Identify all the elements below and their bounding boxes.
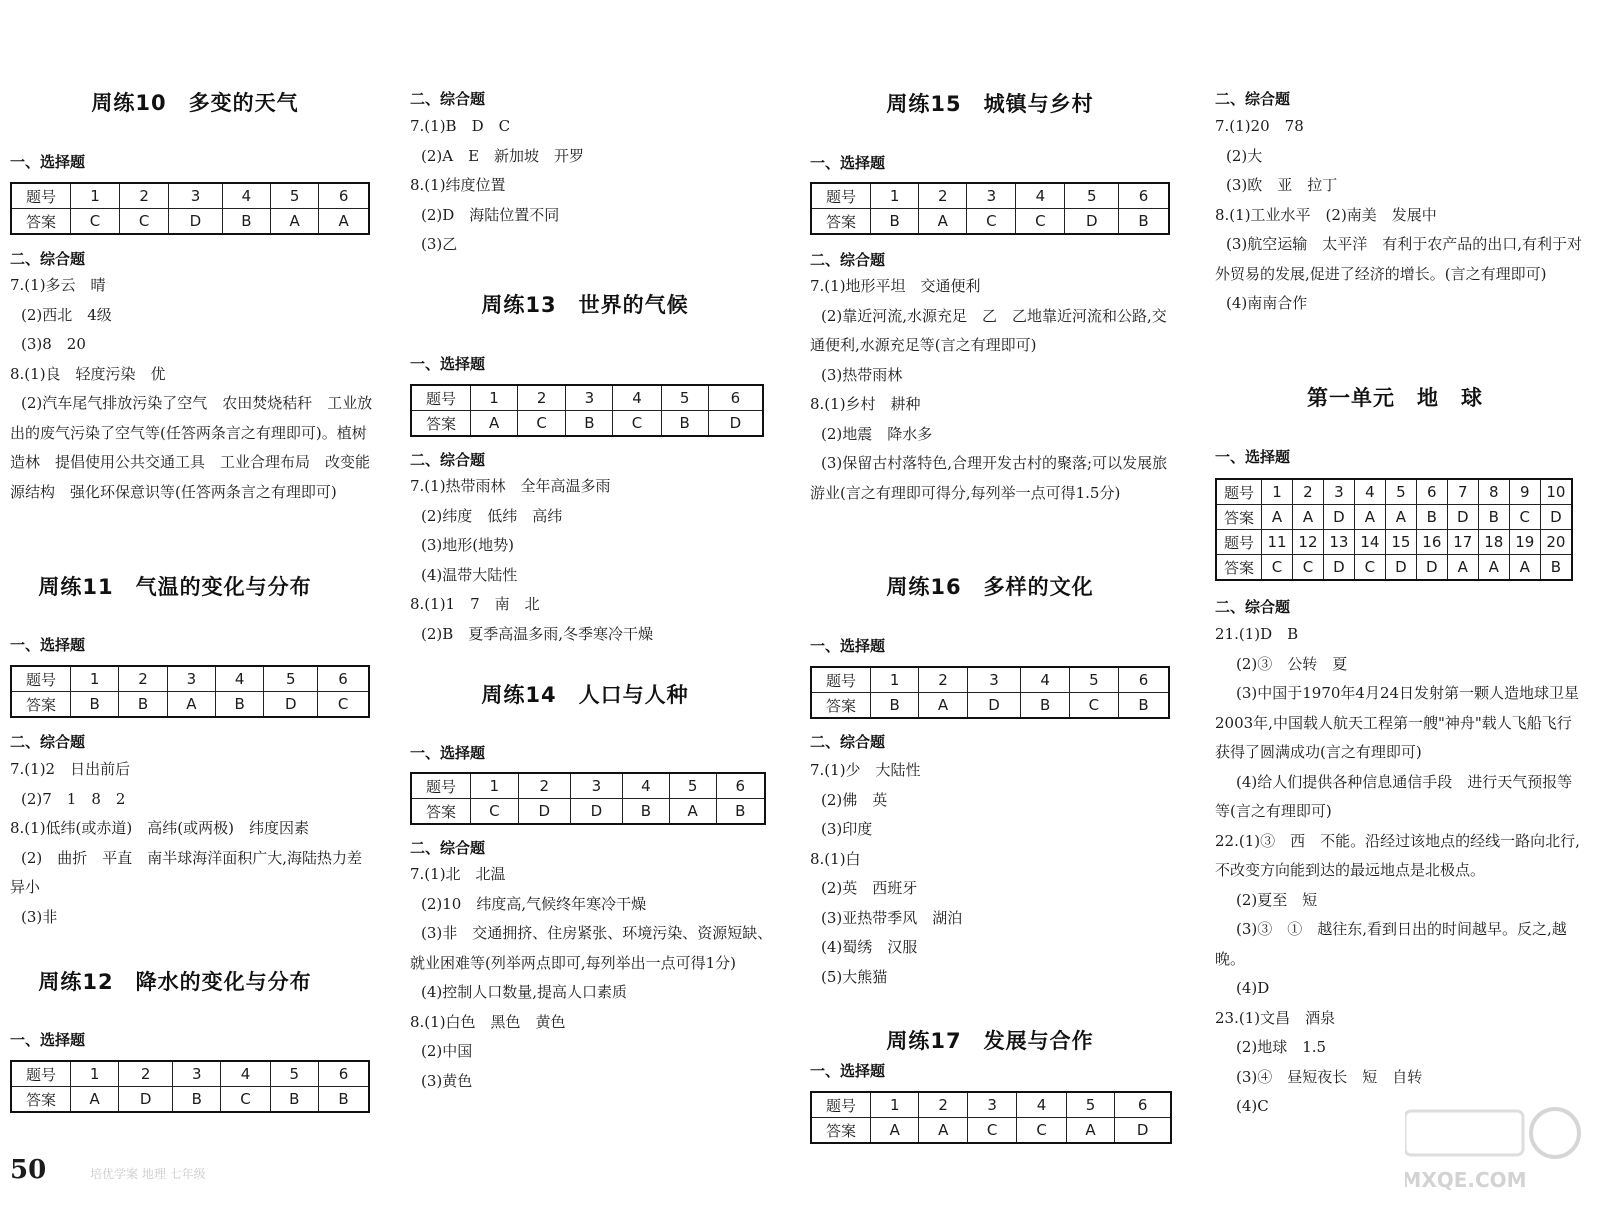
table-cell: 6 [708,385,763,411]
table-cell: C [71,209,120,235]
table-cell: C [967,209,1016,235]
answer-line: (3)印度 [821,820,873,838]
answer-line: 23.(1)文昌 酒泉 [1215,1008,1336,1027]
table-cell: D [570,799,622,825]
answer-line: 7.(1)北 北温 [410,865,506,883]
table-cell: 3 [967,183,1016,209]
table-row [1216,479,1572,505]
answer-line: (3)中国于1970年4月24日发射第一颗人造地球卫星 2003年,中国载人航天工程第一艘"神舟"载人飞船飞行获得了圆满成功(言之有理即可) [1215,684,1595,761]
answer-table-w10 [10,182,370,235]
table-cell: B [1119,209,1169,235]
comprehensive-heading: 二、综合题 [810,251,886,269]
answer-line: (2)7 1 8 2 [21,789,126,808]
table-cell: A [1066,1118,1114,1144]
comprehensive-heading: 二、综合题 [410,839,486,857]
table-cell: C [1017,1118,1066,1144]
table-cell: 3 [967,667,1021,693]
table-cell: 4 [1354,479,1385,505]
table-cell: 5 [1069,667,1118,693]
table-cell: C [120,209,169,235]
table-cell: 4 [222,183,270,209]
table-row [811,667,1169,693]
table-cell: 4 [622,773,669,799]
answer-line: (4)C [1236,1097,1269,1115]
answer-line: (5)大熊猫 [821,967,888,986]
table-cell: A [167,692,215,718]
table-cell: 1 [471,773,519,799]
table-cell: A [71,1087,119,1113]
header-cell: 题号 [11,1061,71,1087]
answer-line: (2)汽车尾气排放污染了空气 农田焚烧秸秆 工业放出的废气污染了空气等(任答两条言之有理即可)。植树造林 提倡使用公共交通工具 工业合理布局 改变能源结构 强化环保意识等(任答两条言之有理即可) [10,394,373,501]
table-cell: 1 [1262,479,1293,505]
answer-table-w16 [810,666,1170,719]
table-cell: B [1416,505,1447,530]
table-cell: 17 [1447,530,1478,555]
table-cell: D [119,1087,173,1113]
table-cell: 3 [570,773,622,799]
answer-line: (2)佛 英 [821,790,888,809]
answer-line: (3)保留古村落特色,合理开发古村的聚落;可以发展旅游业(言之有理即可得分,每列举一点可得1.5分) [810,454,1168,502]
table-cell: 5 [1385,479,1416,505]
header-cell: 题号 [411,773,471,799]
table-cell: C [1262,555,1293,581]
table-cell: 6 [1416,479,1447,505]
choice-heading: 一、选择题 [410,744,486,762]
choice-heading: 一、选择题 [10,153,86,171]
answer-line: 8.(1)白 [810,849,861,868]
answer-line: (4)D [1236,979,1270,997]
answer-line: 22.(1)③ 西 不能。沿经过该地点的经线一路向北行,不改变方向能到达的最远地点是北极点。 [1215,831,1580,879]
comprehensive-heading: 二、综合题 [1215,90,1291,108]
answer-line: 7.(1)2 日出前后 [10,760,131,778]
table-cell: 2 [518,773,570,799]
table-cell: 3 [967,1092,1016,1118]
table-cell: A [919,693,967,719]
table-cell: 19 [1509,530,1540,555]
answer-line: (2)大 [1226,146,1263,165]
answer-line: (2)夏至 短 [1236,890,1318,909]
table-row [11,1061,369,1087]
answer-block-w10 [10,271,375,507]
table-cell: A [319,209,369,235]
choice-heading: 一、选择题 [810,154,886,172]
table-cell: B [871,693,919,719]
comprehensive-heading: 二、综合题 [410,90,486,108]
table-cell: 2 [919,1092,967,1118]
table-cell: 4 [613,385,661,411]
answer-line: (3)航空运输 太平洋 有利于农产品的出口,有利于对外贸易的发展,促进了经济的增长。(言之有理即可) [1215,235,1583,283]
table-cell: 4 [1021,667,1069,693]
table-row [411,799,765,825]
table-row [811,209,1169,235]
answer-table-w12 [10,1060,370,1113]
comprehensive-heading: 二、综合题 [810,733,886,751]
answer-line: (4)给人们提供各种信息通信手段 进行天气预报等等(言之有理即可) [1215,772,1573,820]
table-cell: D [1065,209,1119,235]
table-cell: 5 [1065,183,1119,209]
table-cell: 1 [71,183,120,209]
header-cell: 答案 [11,1087,71,1113]
table-cell: 1 [871,183,919,209]
section-title-w11: 周练11 气温的变化与分布 [38,575,312,599]
table-cell: 12 [1292,530,1323,555]
table-row [811,1118,1171,1144]
table-cell: A [1354,505,1385,530]
table-cell: 1 [71,1061,119,1087]
answer-line: (3)热带雨林 [821,365,903,384]
table-cell: 4 [215,666,263,692]
answer-line: (3)黄色 [421,1071,473,1090]
table-cell: D [1447,505,1478,530]
table-cell: 6 [1118,667,1169,693]
table-cell: 13 [1323,530,1354,555]
table-cell: 4 [221,1061,270,1087]
table-cell: A [1509,555,1540,581]
answer-line: (3)亚热带季风 湖泊 [821,908,963,927]
table-cell: B [222,209,270,235]
table-cell: B [566,411,613,437]
table-cell: 6 [319,183,369,209]
answer-line: (2)西北 4级 [21,305,112,324]
answer-line: (2)D 海陆位置不同 [421,205,560,224]
table-cell: C [221,1087,270,1113]
table-cell: B [318,1087,369,1113]
table-cell: 18 [1478,530,1509,555]
answer-line: 8.(1)纬度位置 [410,176,506,194]
table-cell: B [716,799,765,825]
answer-block-w12 [410,112,790,260]
header-cell: 题号 [11,666,71,692]
watermark-logo [1405,1105,1585,1200]
table-cell: 3 [169,183,223,209]
table-cell: D [1416,555,1447,581]
table-cell: B [119,692,167,718]
table-cell: A [1262,505,1293,530]
answer-line: 8.(1)良 轻度污染 优 [10,364,166,383]
answer-block-unit1 [1215,620,1595,1122]
table-cell: 6 [318,666,369,692]
table-cell: B [1478,505,1509,530]
answer-line: 8.(1)工业水平 (2)南美 发展中 [1215,205,1437,224]
section-title-w13: 周练13 世界的气候 [481,293,689,317]
table-cell: 10 [1540,479,1572,505]
answer-line: (2)英 西班牙 [821,879,918,897]
table-cell: D [708,411,763,437]
choice-heading: 一、选择题 [10,636,86,654]
section-title-w12: 周练12 降水的变化与分布 [38,970,312,994]
table-row [811,183,1169,209]
answer-line: (4)温带大陆性 [421,565,518,584]
header-cell: 答案 [811,209,871,235]
table-cell: 2 [119,1061,173,1087]
answer-line: (2)纬度 低纬 高纬 [421,506,563,525]
answer-line: (3)③ ① 越往东,看到日出的时间越早。反之,越晚。 [1215,920,1567,968]
table-cell: C [518,411,566,437]
watermark-badge-icon [1405,1105,1585,1200]
table-row [811,1092,1171,1118]
table-cell: C [1016,209,1065,235]
section-title-w16: 周练16 多样的文化 [886,575,1094,599]
table-cell: 20 [1540,530,1572,555]
answer-line: (2)地震 降水多 [821,424,933,443]
svg-text:MXQE.COM: MXQE.COM [1405,1168,1527,1192]
table-cell: B [71,692,119,718]
table-cell: D [169,209,223,235]
answer-line: 21.(1)D B [1215,625,1299,643]
table-cell: A [1292,505,1323,530]
answer-line: 7.(1)地形平坦 交通便利 [810,277,981,295]
header-cell: 答案 [811,693,871,719]
table-row [1216,505,1572,530]
choice-heading: 一、选择题 [410,355,486,373]
header-cell: 题号 [411,385,471,411]
table-cell: 3 [167,666,215,692]
table-cell: C [1509,505,1540,530]
table-cell: D [1385,555,1416,581]
choice-heading: 一、选择题 [810,637,886,655]
answer-table-w15 [810,182,1170,235]
answer-line: 7.(1)多云 晴 [10,276,106,294]
table-cell: 2 [120,183,169,209]
table-row [11,183,369,209]
header-cell: 答案 [411,799,471,825]
header-cell: 答案 [11,692,71,718]
section-title-unit1: 第一单元 地 球 [1307,386,1483,410]
answer-line: (2)地球 1.5 [1236,1038,1327,1056]
header-cell: 答案 [1216,505,1262,530]
table-cell: 14 [1354,530,1385,555]
table-cell: B [1540,555,1572,581]
table-cell: B [871,209,919,235]
header-cell: 答案 [1216,555,1262,581]
table-cell: 8 [1478,479,1509,505]
answer-block-w17 [1215,112,1583,319]
table-cell: 5 [271,183,319,209]
answer-line: 7.(1)热带雨林 全年高温多雨 [410,477,611,495]
answer-line: (2)A E 新加坡 开罗 [421,146,585,165]
table-cell: 5 [1066,1092,1114,1118]
table-row [11,666,369,692]
table-row [1216,555,1572,581]
table-cell: 6 [716,773,765,799]
table-cell: B [173,1087,221,1113]
table-row [811,693,1169,719]
comprehensive-heading: 二、综合题 [10,733,86,751]
answer-line: (2)靠近河流,水源充足 乙 乙地靠近河流和公路,交通便利,水源充足等(言之有理即可) [810,306,1167,354]
table-cell: C [1292,555,1323,581]
table-cell: C [967,1118,1016,1144]
answer-line: 7.(1)B D C [410,117,511,135]
table-row [11,692,369,718]
answer-line: 7.(1)少 大陆性 [810,761,921,779]
section-title-w10: 周练10 多变的天气 [91,91,299,115]
table-cell: A [669,799,716,825]
table-cell: C [318,692,369,718]
table-row [11,1087,369,1113]
table-cell: C [1354,555,1385,581]
table-cell: B [270,1087,318,1113]
table-cell: 2 [119,666,167,692]
table-cell: 1 [871,667,919,693]
section-title-w15: 周练15 城镇与乡村 [886,92,1094,116]
table-cell: 2 [1292,479,1323,505]
choice-heading: 一、选择题 [810,1062,886,1080]
answer-line: (3)欧 亚 拉丁 [1226,176,1338,194]
answer-line: (3)非 交通拥挤、住房紧张、环境污染、资源短缺、就业困难等(列举两点即可,每列举出一点可得1分) [410,924,773,972]
table-cell: 4 [1016,183,1065,209]
page-number: 50 [10,1155,47,1185]
table-cell: D [1323,555,1354,581]
table-cell: D [264,692,318,718]
table-cell: 2 [518,385,566,411]
table-cell: 2 [919,183,967,209]
answer-line: (2)③ 公转 夏 [1236,654,1348,673]
answer-line: (4)蜀绣 汉服 [821,938,918,956]
table-cell: B [1118,693,1169,719]
answer-block-w15 [810,272,1172,508]
table-cell: A [271,209,319,235]
comprehensive-heading: 二、综合题 [410,451,486,469]
table-cell: 1 [471,385,518,411]
answer-table-w17 [810,1091,1172,1144]
table-cell: C [613,411,661,437]
answer-block-w13 [410,472,790,649]
table-cell: A [1447,555,1478,581]
table-cell: A [1385,505,1416,530]
table-cell: D [1115,1118,1171,1144]
table-cell: 6 [1119,183,1169,209]
table-cell: 7 [1447,479,1478,505]
table-cell: A [919,209,967,235]
answer-line: (4)控制人口数量,提高人口素质 [421,983,628,1001]
section-title-w17: 周练17 发展与合作 [886,1029,1094,1053]
answer-line: (4)南南合作 [1226,294,1308,312]
table-cell: 6 [318,1061,369,1087]
table-cell: 3 [173,1061,221,1087]
header-cell: 答案 [411,411,471,437]
table-cell: B [215,692,263,718]
table-cell: 5 [661,385,708,411]
table-cell: 11 [1262,530,1293,555]
table-row [411,773,765,799]
table-cell: 3 [1323,479,1354,505]
table-cell: D [1323,505,1354,530]
choice-heading: 一、选择题 [1215,448,1291,466]
answer-line: (3)乙 [421,235,458,253]
table-cell: 1 [71,666,119,692]
table-row [11,209,369,235]
header-cell: 题号 [1216,530,1262,555]
answer-block-w16 [810,756,1172,992]
answer-table-unit1 [1215,478,1573,581]
table-cell: A [471,411,518,437]
answer-line: (3)8 20 [21,335,86,353]
answer-table-w14 [410,772,766,825]
table-cell: D [518,799,570,825]
answer-line: 8.(1)低纬(或赤道) 高纬(或两极) 纬度因素 [10,819,309,837]
table-cell: B [661,411,708,437]
table-cell: C [1069,693,1118,719]
footer-text: 培优学案 地理 七年级 [90,1167,206,1181]
table-cell: 9 [1509,479,1540,505]
table-cell: 5 [270,1061,318,1087]
table-row [411,411,763,437]
answer-line: 7.(1)20 78 [1215,117,1304,135]
answer-line: 8.(1)白色 黑色 黄色 [410,1012,566,1031]
answer-block-w14 [410,860,785,1096]
header-cell: 答案 [811,1118,871,1144]
header-cell: 题号 [811,183,871,209]
answer-line: 8.(1)乡村 耕种 [810,395,921,413]
header-cell: 题号 [811,1092,871,1118]
table-cell: 16 [1416,530,1447,555]
answer-table-w13 [410,384,764,437]
answer-line: (2)B 夏季高温多雨,冬季寒冷干燥 [421,624,654,643]
table-cell: D [1540,505,1572,530]
answer-line: (2) 曲折 平直 南半球海洋面积广大,海陆热力差异小 [10,848,363,896]
table-row [1216,530,1572,555]
table-cell: B [622,799,669,825]
header-cell: 答案 [11,209,71,235]
table-cell: B [1021,693,1069,719]
table-cell: 5 [669,773,716,799]
header-cell: 题号 [811,667,871,693]
comprehensive-heading: 二、综合题 [10,250,86,268]
table-cell: A [919,1118,967,1144]
table-cell: 1 [871,1092,919,1118]
answer-line: (2)10 纬度高,气候终年寒冷干燥 [421,894,647,913]
comprehensive-heading: 二、综合题 [1215,598,1291,616]
table-cell: D [967,693,1021,719]
table-cell: 6 [1115,1092,1171,1118]
header-cell: 题号 [11,183,71,209]
answer-table-w11 [10,665,370,718]
choice-heading: 一、选择题 [10,1031,86,1049]
answer-line: (2)中国 [421,1042,473,1060]
answer-line: (3)④ 昼短夜长 短 自转 [1236,1067,1423,1086]
answer-line: (3)地形(地势) [421,536,514,554]
table-cell: A [871,1118,919,1144]
table-cell: A [1478,555,1509,581]
table-row [411,385,763,411]
answer-block-w11 [10,755,375,932]
header-cell: 题号 [1216,479,1262,505]
section-title-w14: 周练14 人口与人种 [481,683,689,707]
table-cell: 5 [264,666,318,692]
table-cell: 3 [566,385,613,411]
table-cell: C [471,799,519,825]
answer-line: 8.(1)1 7 南 北 [410,595,540,613]
answer-line: (3)非 [21,907,58,926]
table-cell: 15 [1385,530,1416,555]
table-cell: 2 [919,667,967,693]
table-cell: 4 [1017,1092,1066,1118]
